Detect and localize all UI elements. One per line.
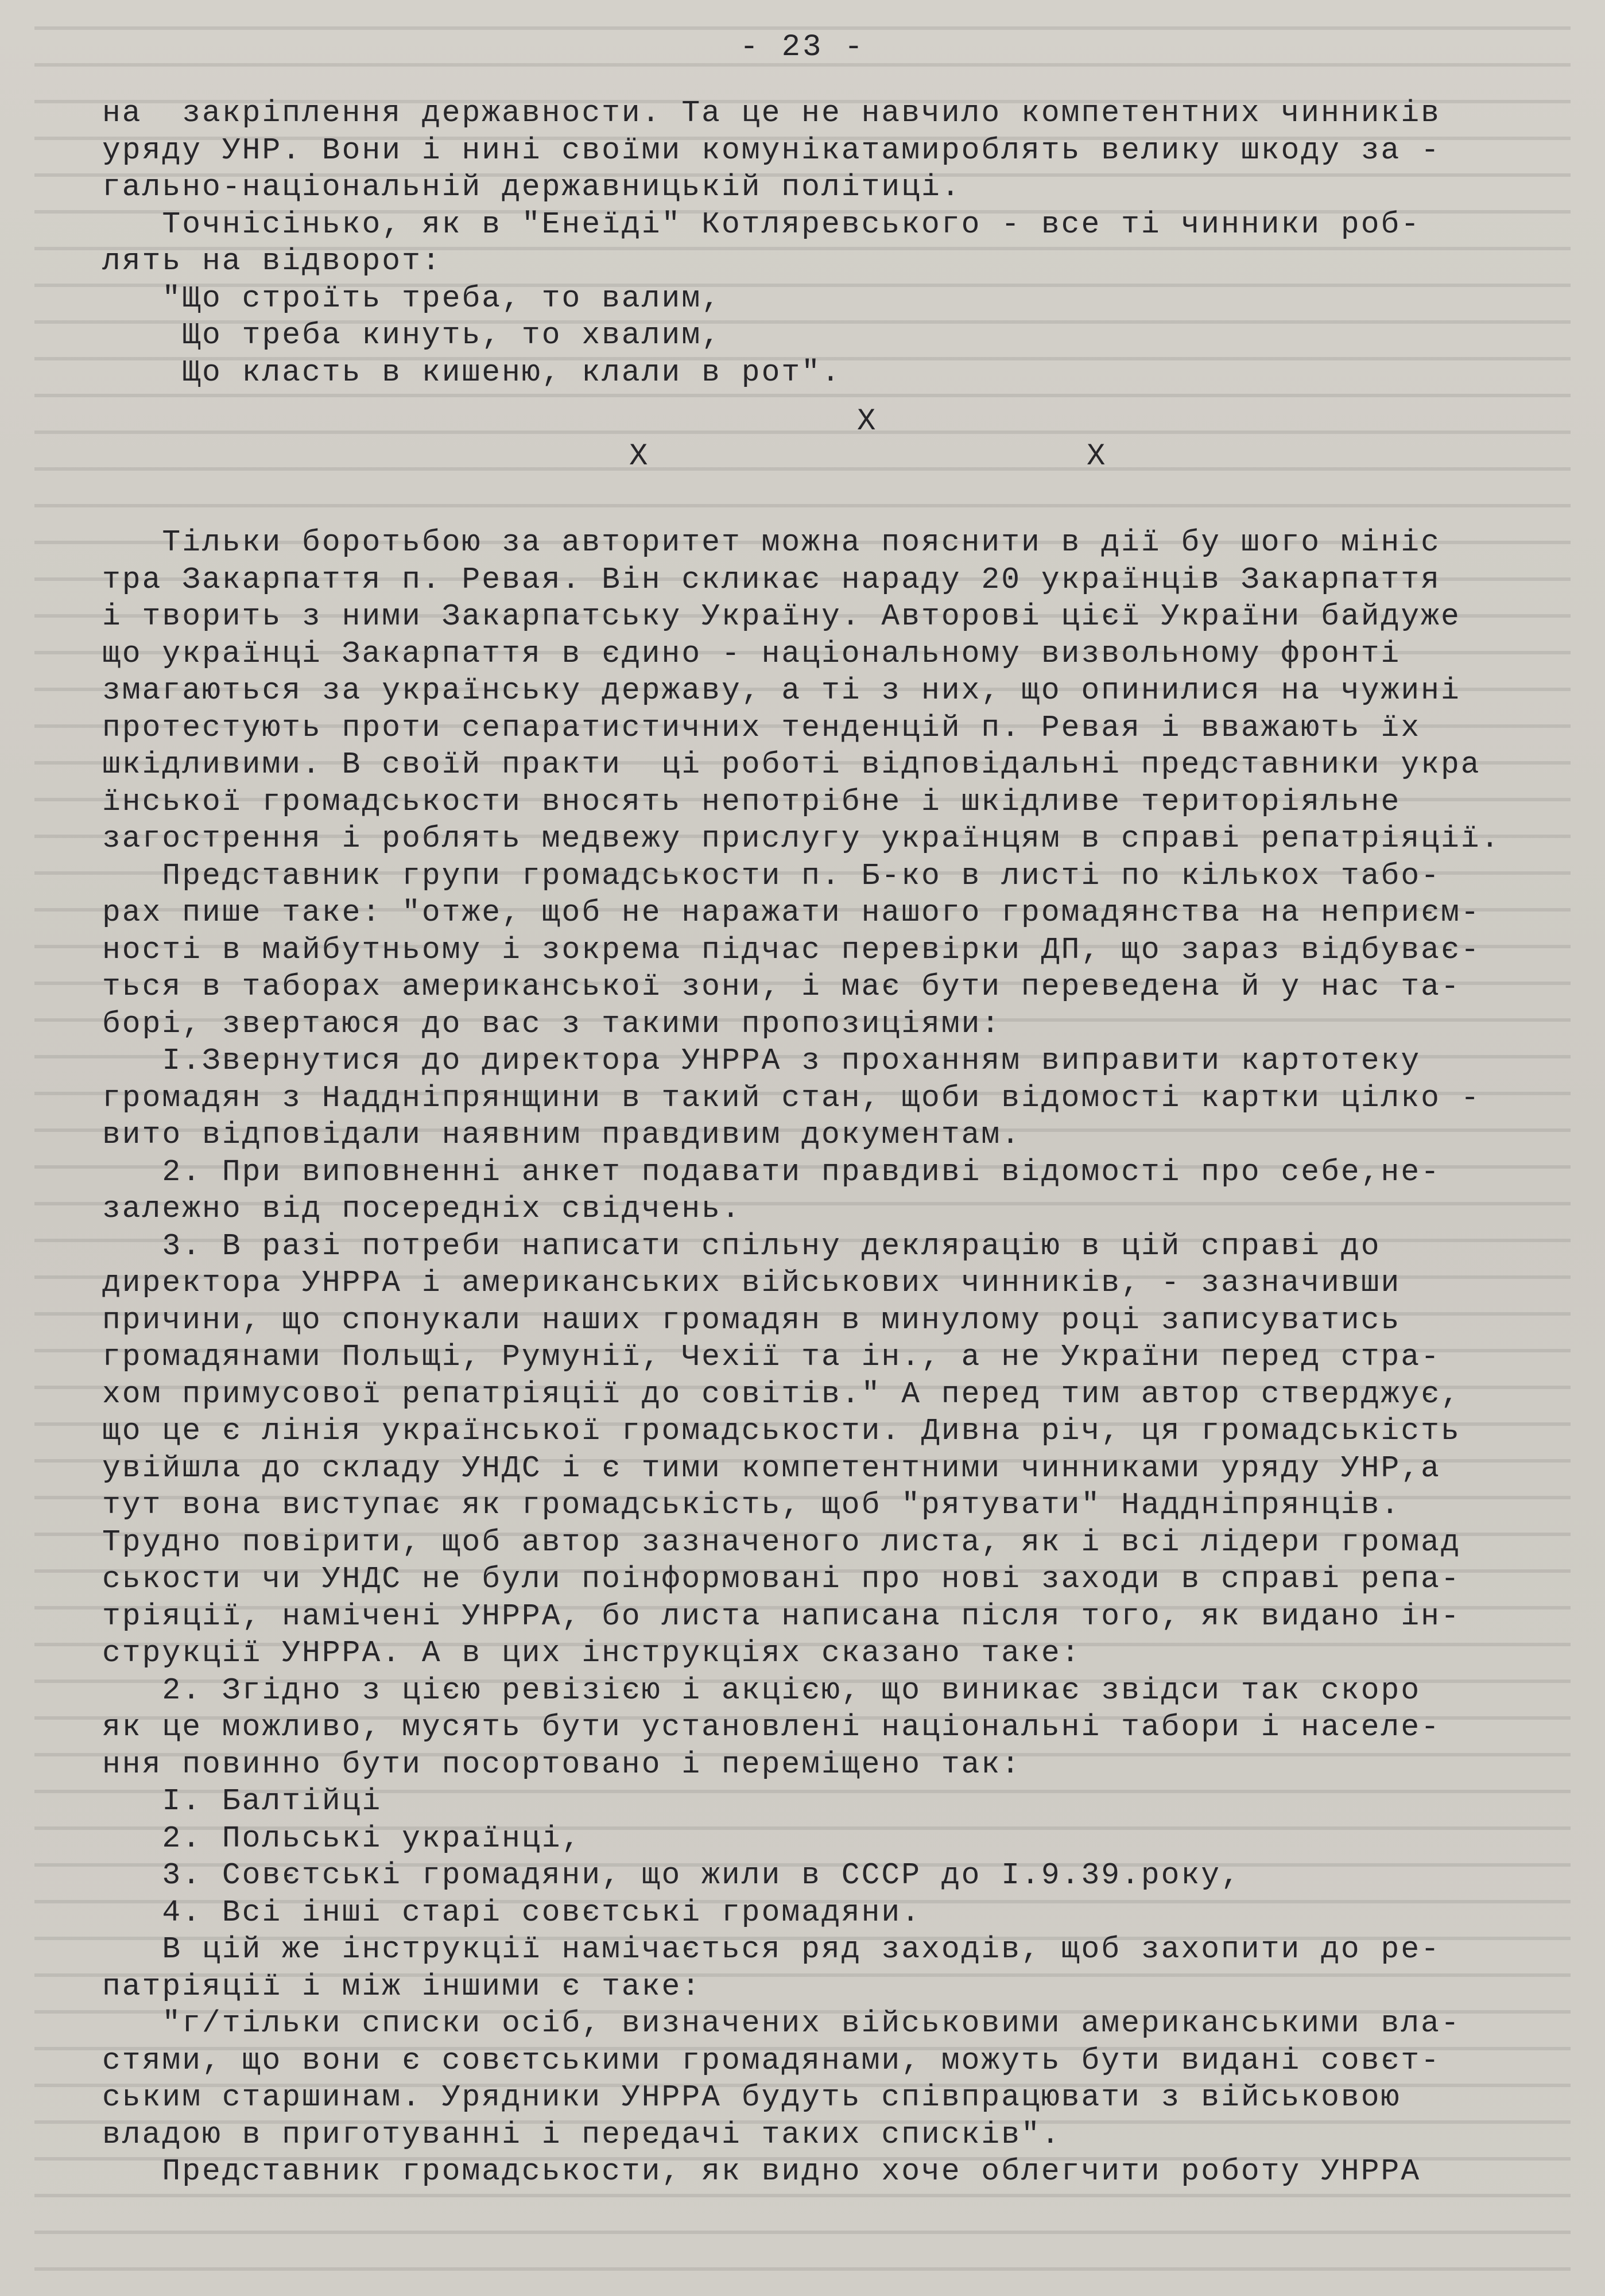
paragraph-block-1 [102,95,1549,391]
text-line: І. Балтійці [102,1784,382,1818]
text-line: Точнісінько, як в "Енеїді" Котляревського - все ті чинники роб- [102,207,1421,242]
text-line: громадян з Наддніпрянщини в такий стан, щоби відомості картки цілко - [102,1080,1481,1115]
text-line: Тільки боротьбою за авторитет можна пояснити в дії бу шого мініс [102,525,1441,560]
text-line: гально-національній державницькій політиці. [102,170,962,204]
text-line: ським старшинам. Урядники УНРРА будуть співпрацювати з військовою [102,2080,1401,2115]
text-line: стями, що вони є совєтськими громадянами, можуть бути видані совєт- [102,2043,1441,2078]
text-line: владою в приготуванні і передачі таких списків". [102,2117,1061,2152]
text-line: хом примусової репатріяції до совітів." А перед тим автор стверджує, [102,1376,1461,1411]
text-line: Представник громадськости, як видно хоче облегчити роботу УНРРА [102,2154,1421,2189]
section-divider [102,391,1549,524]
text-line: 4. Всі інші старі совєтські громадяни. [102,1895,922,1930]
text-line: вито відповідали наявним правдивим документам. [102,1118,1022,1152]
text-line: шкідливими. В своїй практи ці роботі відповідальні представники укра [102,747,1481,782]
text-line: Трудно повірити, щоб автор зазначеного листа, як і всі лідери громад [102,1525,1461,1560]
text-line: 3. Совєтські громадяни, що жили в СССР до І.9.39.року, [102,1858,1241,1892]
text-line: їнської громадськости вносять непотрібне і шкідливе територіяльне [102,784,1401,819]
text-line: що це є лінія української громадськости. Дивна річ, ця громадськість [102,1414,1461,1448]
text-line: увійшла до складу УНДС і є тими компетентними чинниками уряду УНР,а [102,1450,1441,1486]
text-line: тут вона виступає як громадськість, щоб "рятувати" Наддніпрянців. [102,1488,1401,1522]
text-line: 2. Польські українці, [102,1821,582,1856]
text-line: "Що строїть треба, то валим, [102,281,722,316]
text-line: рах пише таке: "отже, щоб не наражати нашого громадянства на неприєм- [102,895,1481,930]
text-line: ності в майбутньому і зокрема підчас перевірки ДП, що зараз відбуває- [102,932,1481,967]
divider-mark: X [629,439,650,474]
typed-text-body [102,95,1549,2190]
page-number: - 23 - [739,30,866,65]
text-line: Що треба кинуть, то хвалим, [102,318,722,352]
text-line: 2. Згідно з цією ревізією і акцією, що виникає звідси так скоро [102,1673,1421,1708]
text-line: борі, звертаюся до вас з такими пропозиціями: [102,1006,1002,1041]
text-line: директора УНРРА і американських військових чинників, - зазначивши [102,1266,1401,1300]
text-line: як це можливо, мусять бути установлені національні табори і населе- [102,1710,1441,1744]
paragraph-block-2 [102,524,1549,2190]
text-line: громадянами Польщі, Румунії, Чехії та ін., а не України перед стра- [102,1340,1441,1374]
text-line: ськости чи УНДС не були поінформовані про нові заходи в справі репа- [102,1562,1461,1596]
text-line: патріяції і між іншими є таке: [102,1969,702,2004]
text-line: загострення і роблять медвежу прислугу українцям в справі репатріяції. [102,821,1501,856]
text-line: 2. При виповненні анкет подавати правдиві відомості про себе,не- [102,1154,1441,1189]
divider-mark: X [857,404,878,439]
text-line: ться в таборах американської зони, і має бути переведена й у нас та- [102,969,1461,1004]
text-line: тріяції, намічені УНРРА, бо листа написана після того, як видано ін- [102,1599,1461,1634]
text-line: "г/тільки списки осіб, визначених військовими американськими вла- [102,2006,1461,2041]
text-line: причини, що спонукали наших громадян в минулому році записуватись [102,1302,1401,1337]
text-line: І.Звернутися до директора УНРРА з проханням виправити картотеку [102,1044,1421,1078]
text-line: Представник групи громадськости п. Б-ко в листі по кількох табо- [102,858,1441,893]
divider-mark: X [1087,439,1107,474]
text-line: на закріплення державности. Та це не навчило компетентних чинників [102,96,1441,130]
text-line: лять на відворот: [102,244,442,278]
text-line: що українці Закарпаття в єдино - національному визвольному фронті [102,636,1401,671]
text-line: уряду УНР. Вони і нині своїми комунікатамироблять велику шкоду за - [102,133,1441,168]
text-line: В цій же інструкції намічається ряд заходів, щоб захопити до ре- [102,1932,1441,1967]
text-line: ння повинно бути посортовано і переміщено так: [102,1747,1022,1782]
text-line: тра Закарпаття п. Ревая. Він скликає нараду 20 українців Закарпаття [102,562,1441,597]
text-line: Що класть в кишеню, клали в рот". [102,355,842,390]
text-line: і творить з ними Закарпатську Україну. Авторові цієї України байдуже [102,599,1461,634]
text-line: протестують проти сепаратистичних тенденцій п. Ревая і вважають їх [102,710,1421,745]
text-line: залежно від посередніх свідчень. [102,1192,742,1226]
text-line: змагаються за українську державу, а ті з них, що опинилися на чужині [102,673,1461,708]
text-line: 3. В разі потреби написати спільну деклярацію в цій справі до [102,1228,1381,1263]
text-line: струкції УНРРА. А в цих інструкціях сказано таке: [102,1636,1081,1670]
